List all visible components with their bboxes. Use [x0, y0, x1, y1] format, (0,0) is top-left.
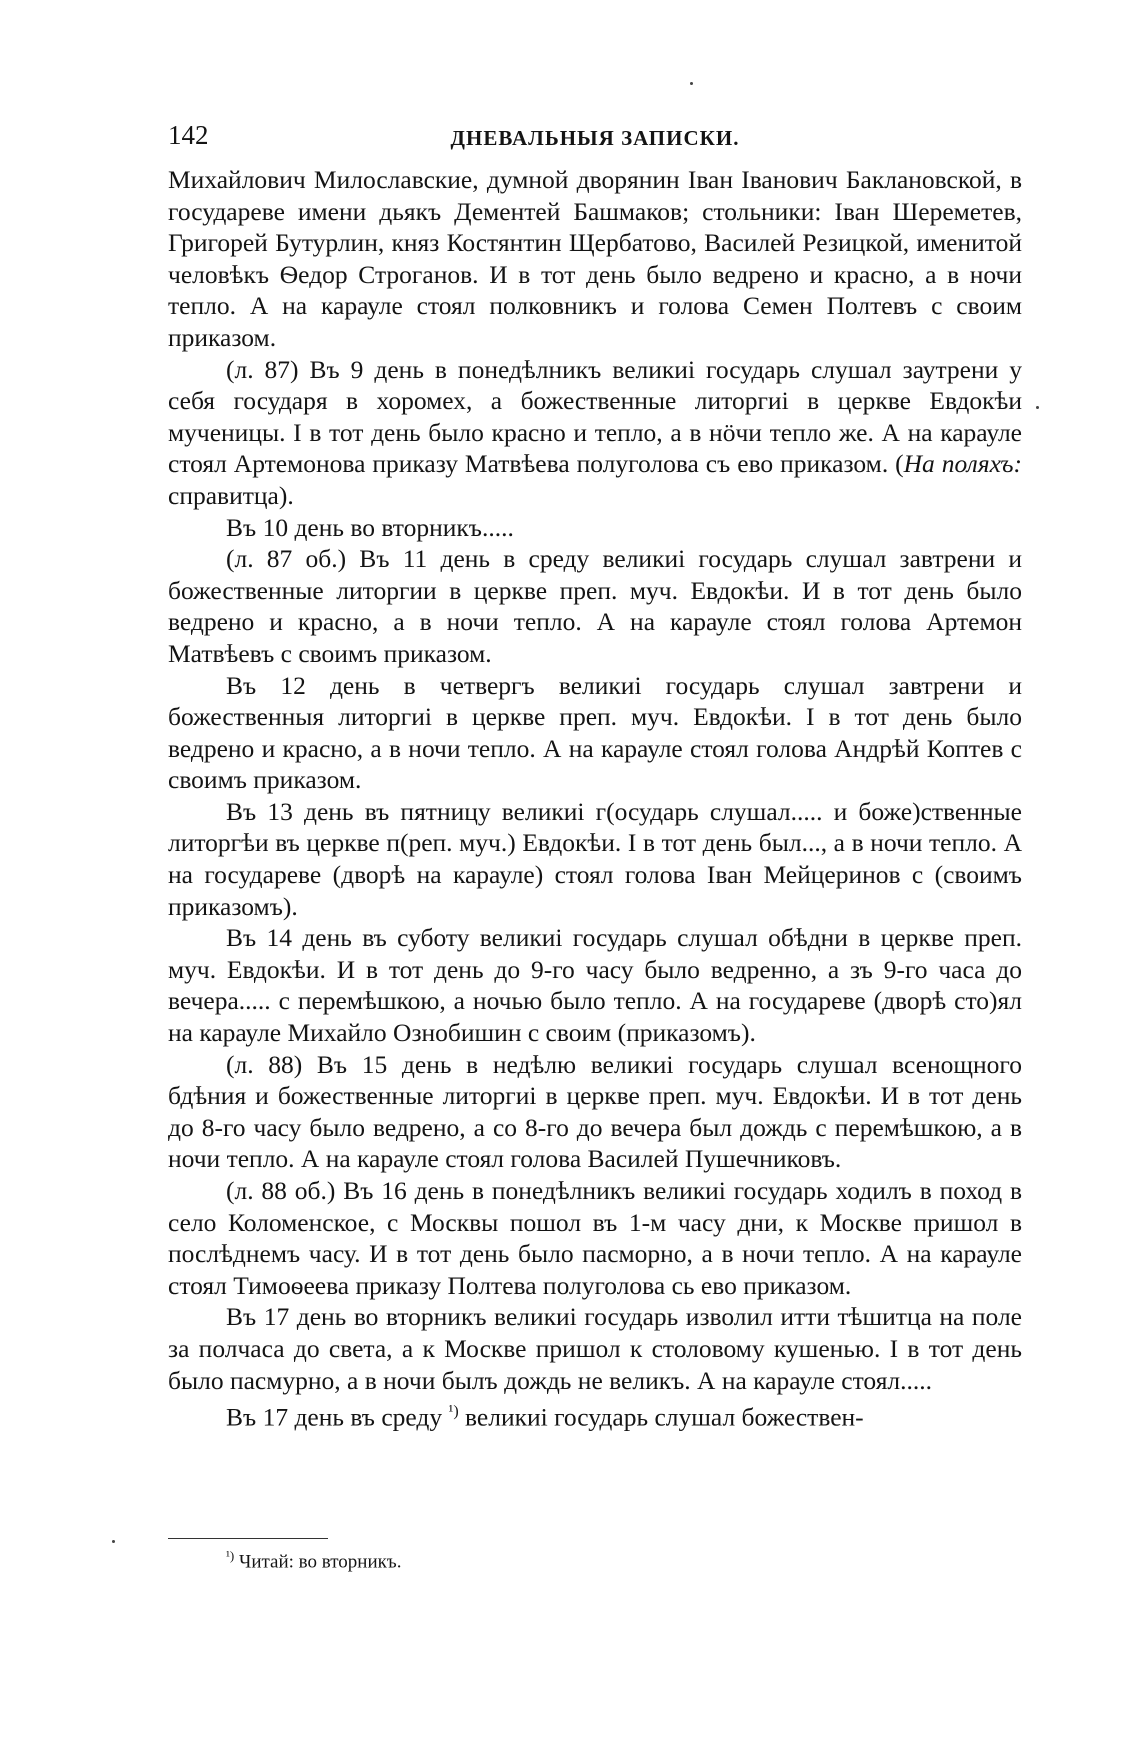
footnote-text: Читай: во вторникъ.	[238, 1551, 402, 1573]
paragraph-text: (л. 87) Въ 9 день в понедѣлникъ великиі государь слушал заутрени у себя государя в хоромех, а божественные литоргиі в церкве Евдокѣи мученицы. І в тот день было красно и тепло, а в нӧчи тепло же. А на карауле стоял Артемонова приказу Матвѣева полуголова съ ево приказом. (	[168, 354, 1022, 479]
paragraph: (л. 88) Въ 15 день в недѣлю великиі государь слушал всенощного бдѣния и божественные литоргиі в церкве преп. муч. Евдокѣи. И в тот день до 8-го часу было ведрено, а со 8-го до вечера был дождь с перемѣшкою, а в ночи тепло. А на карауле стоял голова Василей Пушечниковъ.	[168, 1049, 1022, 1174]
paragraph: Въ 10 день во вторникъ.....	[226, 512, 514, 542]
paragraph-text: великиі государь слушал божествен-	[458, 1402, 864, 1432]
paragraph: Михайлович Милославские, думной дворянин Іван Іванович Баклановской, в государеве имени дьякъ Дементей Башмаков; стольники: Іван Шереметев, Григорей Бутурлин, княз Костянтин Щербатово, Василей Резицкой, именитой человѣкъ Ѳедор Строганов. И в тот день было ведрено и красно, а в ночи тепло. А на карауле стоял полковникъ и голова Семен Полтевъ с своим приказом.	[168, 165, 1022, 352]
page-header	[168, 112, 1022, 152]
paragraph-text: справитца).	[168, 480, 294, 510]
paragraph: Въ 17 день во вторникъ великиі государь изволил итти тѣшитца на поле за полчаса до света, а к Москве пришол к столовому кушенью. І в тот день было пасмурно, а в ночи былъ дождь не великъ. А на карауле стоял.....	[168, 1302, 1022, 1395]
page-number: 142	[168, 120, 209, 150]
paragraph	[168, 354, 1022, 512]
paragraph-text: Въ 17 день въ среду	[226, 1402, 449, 1432]
footnote-divider	[168, 1538, 328, 1539]
paragraph: (л. 87 об.) Въ 11 день в среду великиі государь слушал завтрени и божественные литоргии в церкве преп. муч. Евдокѣи. И в тот день было ведрено и красно, а в ночи тепло. А на карауле стоял голова Артемон Матвѣевъ с своимъ приказом.	[168, 544, 1022, 668]
print-speck	[1036, 406, 1039, 409]
paragraph: Въ 14 день въ суботу великиі государь слушал обѣдни в церкве преп. муч. Евдокѣи. И в тот день до 9-го часу было ведренно, а зъ 9-го часа до вечера..... с перемѣшкою, а ночью было тепло. А на государеве (дворѣ сто)ял на карауле Михайло Ознобишин с своим (приказомъ).	[168, 923, 1022, 1048]
print-speck	[690, 82, 693, 85]
footnote-reference: ¹)	[448, 1403, 459, 1421]
print-speck	[112, 1540, 115, 1543]
footnote-mark: ¹)	[226, 1548, 235, 1563]
running-title: ДНЕВАЛЬНЫЯ ЗАПИСКИ.	[450, 126, 740, 150]
paragraph: Въ 12 день в четвергъ великиі государь слушал завтрени и божественныя литоргиі в церкве преп. муч. Евдокѣи. І в тот день было ведрено и красно, а в ночи тепло. А на карауле стоял голова Андрѣй Коптев с своимъ приказом.	[168, 670, 1022, 795]
paragraph	[168, 1396, 1022, 1433]
margin-note-label: На поляхъ:	[903, 449, 1022, 479]
main-text	[168, 164, 1022, 1433]
paragraph: (л. 88 об.) Въ 16 день в понедѣлникъ великиі государь ходилъ в поход в село Коломенское, с Москвы пошол въ 1-м часу дни, к Москве пришол в послѣднемъ часу. И в тот день было пасморно, а в ночи тепло. А на карауле стоял Тимоѳеева приказу Полтева полуголова сь ево приказом.	[168, 1176, 1022, 1300]
paragraph: Въ 13 день въ пятницу великиі г(осударь слушал..... и боже)ственные литоргѣи въ церкве п(реп. муч.) Евдокѣи. І в тот день был..., а в ночи тепло. А на государеве (дворѣ на карауле) стоял голова Іван Мейцеринов с (своимъ приказомъ).	[168, 796, 1022, 921]
footnote	[226, 1544, 401, 1574]
